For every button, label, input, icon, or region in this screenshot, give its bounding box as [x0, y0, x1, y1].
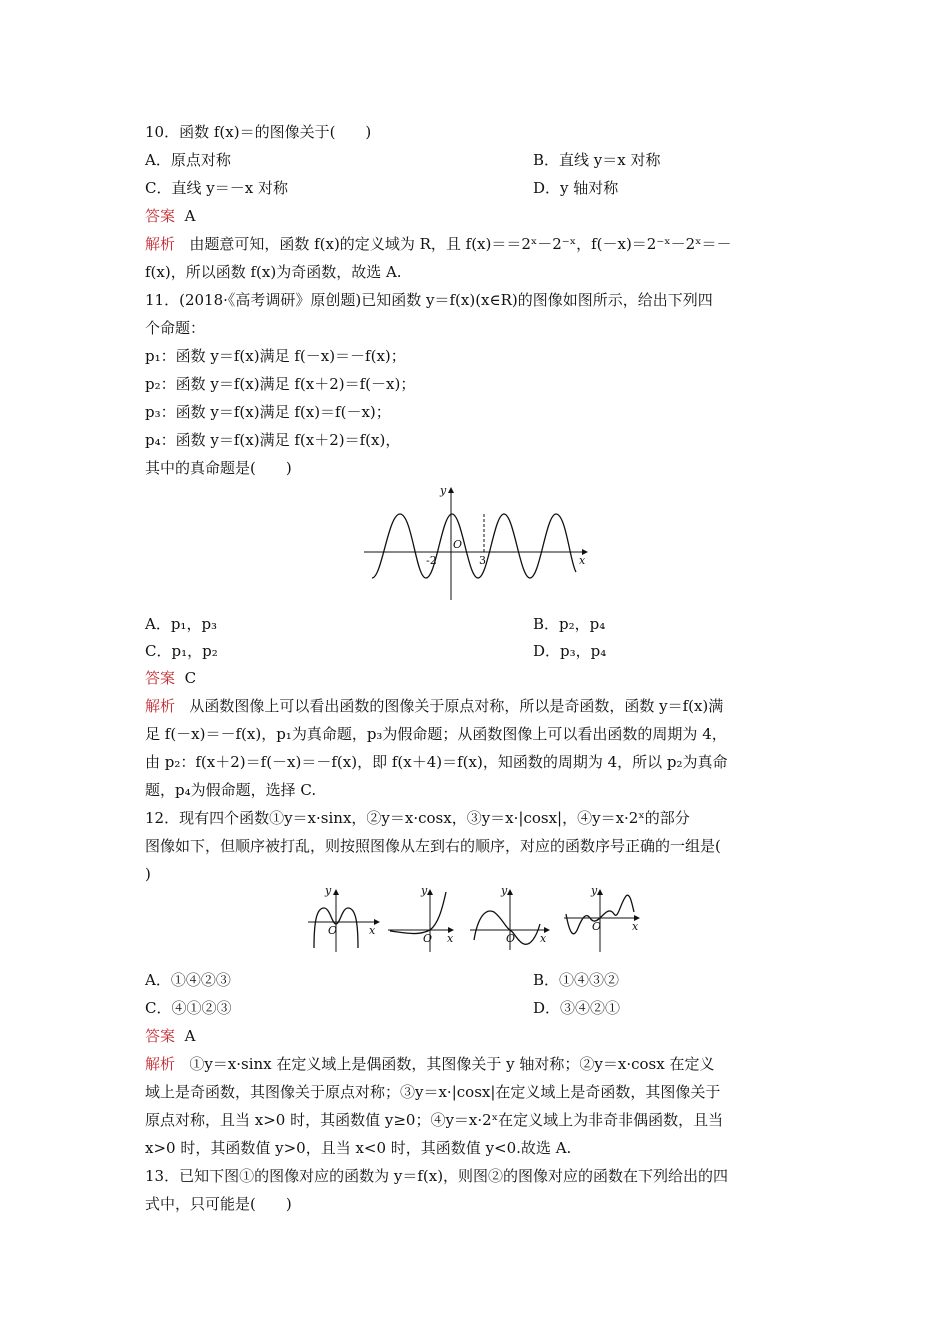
answer-value: C [184, 669, 197, 687]
q10-option-c: C．直线 y＝－x 对称 [145, 179, 288, 197]
q11-prop-p4: p₄：函数 y＝f(x)满足 f(x＋2)＝f(x)， [145, 431, 401, 449]
q12-stem-line-2: 图像如下，但顺序被打乱，则按照图像从左到右的顺序，对应的函数序号正确的一组是( [145, 837, 721, 855]
q11-tick-neg: -2 [426, 554, 437, 567]
q11-stem-line-1: 11．(2018·《高考调研》原创题)已知函数 y＝f(x)(x∈R)的图像如图所示，给出下列四 [145, 291, 713, 309]
svg-text:O: O [592, 920, 602, 933]
q12-explain-line-2: 域上是奇函数，其图像关于原点对称；③y＝x·|cosx|在定义域上是奇函数，其图像关于 [145, 1083, 721, 1101]
q12-option-d: D．③④②① [533, 999, 621, 1017]
q12-graph-3 [466, 886, 556, 954]
q12-curve-2 [390, 892, 446, 934]
explain-tag: 解析 [145, 235, 176, 253]
q11-prop-p3: p₃：函数 y＝f(x)满足 f(x)＝f(－x)； [145, 403, 391, 421]
q11-y-label: y [440, 484, 447, 497]
q12-stem-line-1: 12．现有四个函数①y＝x·sinx，②y＝x·cosx，③y＝x·|cosx|，④y＝x·2ˣ的部分 [145, 809, 690, 827]
explain-tag: 解析 [145, 1055, 176, 1073]
q11-tick-pos: 3 [479, 554, 486, 567]
q11-stem-line-2: 个命题： [145, 319, 206, 337]
q11-explain-line-4: 题，p₄为假命题，选择 C. [145, 781, 317, 799]
answer-tag: 答案 [145, 207, 176, 225]
svg-text:x: x [447, 932, 454, 945]
q12-explain-line-1 [145, 1054, 715, 1074]
q10-stem: 10．函数 f(x)＝的图像关于( ) [145, 123, 372, 141]
q10-answer [145, 206, 195, 226]
q11-explain-line-3: 由 p₂：f(x＋2)＝f(－x)＝－f(x)，即 f(x＋4)＝f(x)，知函数的周期为 4，所以 p₂为真命 [145, 753, 728, 771]
q12-graph-4 [562, 884, 644, 956]
q12-explain-line-3: 原点对称，且当 x>0 时，其函数值 y≥0；④y＝x·2ˣ在定义域上为非奇非偶函数，且当 [145, 1111, 724, 1129]
q11-prop-p1: p₁：函数 y＝f(x)满足 f(－x)＝－f(x)； [145, 347, 406, 365]
svg-text:y: y [325, 886, 332, 897]
q13-stem-line-1: 13．已知下图①的图像对应的函数为 y＝f(x)，则图②的图像对应的函数在下列给出的四 [145, 1167, 729, 1185]
svg-text:O: O [328, 924, 338, 937]
svg-text:y: y [591, 884, 598, 897]
q10-option-d: D．y 轴对称 [533, 179, 619, 197]
explain-text: 由题意可知，函数 f(x)的定义域为 R，且 f(x)＝＝2ˣ－2⁻ˣ，f(－x)＝2⁻ˣ－2ˣ＝－ [189, 235, 732, 253]
q10-option-b: B．直线 y＝x 对称 [533, 151, 661, 169]
q12-option-b: B．①④③② [533, 971, 620, 989]
q11-answer [145, 668, 196, 688]
q11-explain-line-2: 足 f(－x)＝－f(x)，p₁为真命题，p₃为假命题；从函数图像上可以看出函数的周期为 4， [145, 725, 727, 743]
q11-option-b: B．p₂，p₄ [533, 615, 606, 633]
q11-option-a: A．p₁，p₃ [145, 615, 218, 633]
q12-answer [145, 1026, 195, 1046]
q11-option-c: C．p₁，p₂ [145, 642, 218, 660]
svg-text:y: y [421, 884, 428, 897]
q12-stem-line-3: ) [145, 865, 151, 883]
q10-explain-line-2: f(x)，所以函数 f(x)为奇函数，故选 A. [145, 263, 402, 281]
q11-y-arrow [448, 487, 454, 493]
answer-value: A [184, 207, 196, 225]
answer-tag: 答案 [145, 669, 176, 687]
explain-text: 从函数图像上可以看出函数的图像关于原点对称，所以是奇函数，函数 y＝f(x)满 [189, 697, 724, 715]
explain-text: ①y＝x·sinx 在定义域上是偶函数，其图像关于 y 轴对称；②y＝x·cosx 在定义 [189, 1055, 715, 1073]
svg-text:O: O [423, 932, 433, 945]
q11-option-d: D．p₃，p₄ [533, 642, 607, 660]
q11-origin-label: O [453, 538, 463, 551]
q11-graph [360, 482, 592, 606]
q13-stem-line-2: 式中，只可能是( ) [145, 1195, 292, 1213]
q12-explain-line-4: x>0 时，其函数值 y>0，且当 x<0 时，其函数值 y<0.故选 A. [145, 1139, 572, 1157]
q11-x-label: x [579, 554, 586, 567]
q11-explain-line-1 [145, 696, 723, 716]
q11-ask: 其中的真命题是( ) [145, 459, 292, 477]
svg-text:O: O [506, 932, 516, 945]
answer-tag: 答案 [145, 1027, 176, 1045]
q12-option-a: A．①④②③ [145, 971, 231, 989]
q11-prop-p2: p₂：函数 y＝f(x)满足 f(x＋2)＝f(－x)； [145, 375, 416, 393]
q10-option-a: A．原点对称 [145, 151, 231, 169]
answer-value: A [184, 1027, 196, 1045]
q12-graph-2 [386, 884, 462, 956]
q10-explain-line-1 [145, 234, 732, 254]
q12-option-c: C．④①②③ [145, 999, 232, 1017]
svg-text:x: x [369, 924, 376, 937]
svg-text:x: x [632, 920, 639, 933]
q12-graph-1 [306, 886, 382, 956]
q11-sine-curve [372, 514, 576, 578]
svg-text:y: y [501, 886, 508, 897]
svg-text:x: x [540, 932, 547, 945]
explain-tag: 解析 [145, 697, 176, 715]
